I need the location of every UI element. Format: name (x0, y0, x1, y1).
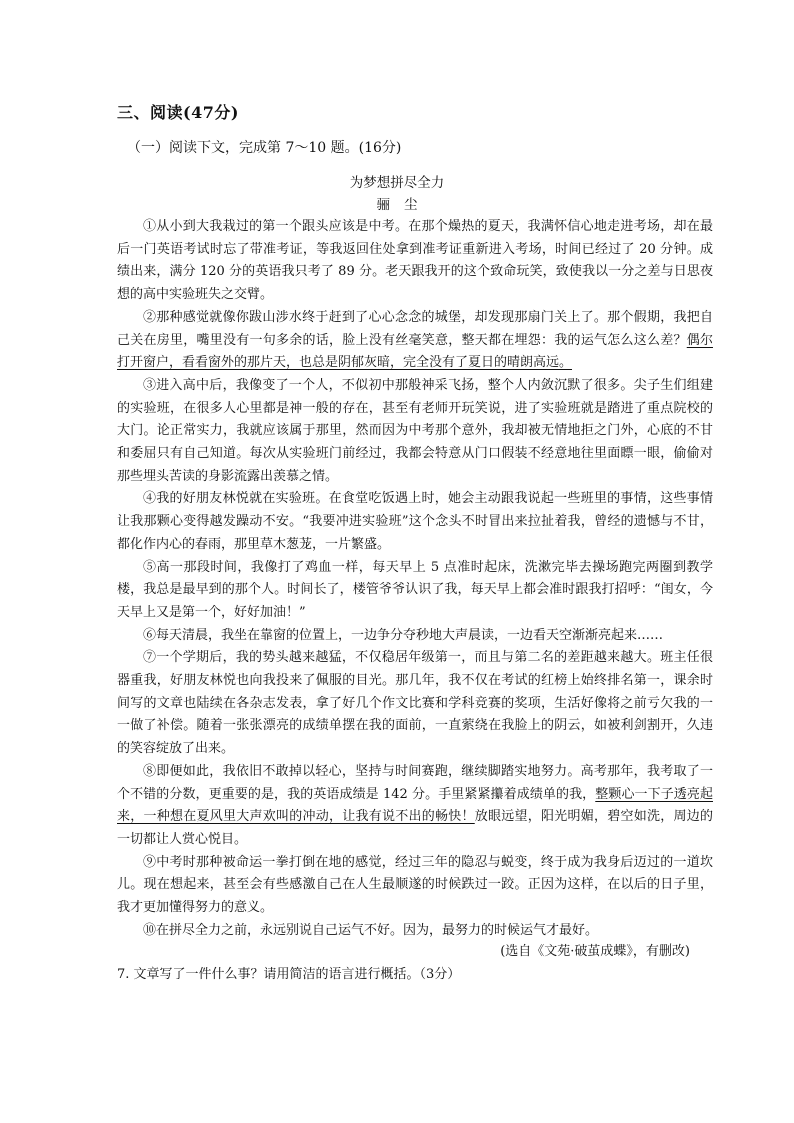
paragraph-text: ②那种感觉就像你跋山涉水终于赶到了心心念念的城堡，却发现那扇门关上了。那个假期，我把自己关在房里，嘴里没有一句多余的话，脸上没有丝毫笑意，整天都在埋怨：我的运气怎么这么差？ (117, 309, 713, 348)
paragraph-2 (117, 307, 713, 375)
question-7: 7. 文章写了一件什么事？请用简洁的语言进行概括。（3分） (117, 967, 461, 982)
paragraph-text: ③进入高中后，我像变了一个人，不似初中那般神采飞扬，整个人内敛沉默了很多。尖子生们组建的实验班，在很多人心里都是神一般的存在，甚至有老师开玩笑说，进了实验班就是踏进了重点院校的大门。论正常实力，我就应该属于那里，然而因为中考那个意外，我却被无情地拒之门外，心底的不甘和委屈只有自己知道。每次从实验班门前经过，我都会特意从门口假装不经意地往里面瞟一眼，偷偷对那些埋头苦读的身影流露出羡慕之情。 (117, 377, 713, 484)
paragraph-text: ⑩在拼尽全力之前，永远别说自己运气不好。因为，最努力的时候运气才最好。 (143, 922, 599, 938)
section-title: 三、阅读(47分) (117, 103, 239, 122)
paragraph-5 (117, 557, 713, 625)
paragraph-text: ⑥每天清晨，我坐在靠窗的位置上，一边争分夺秒地大声晨读，一边看天空渐渐亮起来…… (143, 627, 664, 643)
paragraph-6 (117, 625, 713, 648)
underlined-sentence: 整颗心一下子透亮起来，一种想在夏风里大声欢叫的冲动，让我有说不出的畅快！ (117, 786, 713, 825)
essay-author: 骊尘 (376, 197, 432, 213)
paragraph-7 (117, 647, 713, 761)
paragraph-1 (117, 216, 713, 307)
essay-title: 为梦想拼尽全力 (349, 175, 445, 191)
paragraph-text: ⑤高一那段时间，我像打了鸡血一样，每天早上 5 点准时起床，洗漱完毕去操场跑完两圈到教学楼，我总是最早到的那个人。时间长了，楼管爷爷认识了我，每天早上都会准时跟我打招呼：“闺女，今天早上又是第一个，好好加油！” (117, 559, 713, 620)
underlined-sentence: 偶尔打开窗户，看看窗外的那片天，也总是阴郁灰暗，完全没有了夏日的晴朗高远。 (117, 332, 713, 371)
paragraph-text: ⑦一个学期后，我的势头越来越猛，不仅稳居年级第一，而且与第二名的差距越来越大。班主任很器重我，好朋友林悦也向我投来了佩服的目光。那几年，我不仅在考试的红榜上始终排名第一，课余时间写的文章也陆续在各杂志发表，拿了好几个作文比赛和学科竞赛的奖项，生活好像将之前亏欠我的一一做了补偿。随着一张张漂亮的成绩单摆在我的面前，一直萦绕在我脸上的阴云，如被利剑割开，久违的笑容绽放了出来。 (117, 650, 713, 757)
paragraph-text: ⑨中考时那种被命运一拳打倒在地的感觉，经过三年的隐忍与蜕变，终于成为我身后迈过的一道坎儿。现在想起来，甚至会有些感激自己在人生最顺遂的时候跌过一跤。正因为这样，在以后的日子里，我才更加懂得努力的意义。 (117, 854, 713, 916)
paragraph-8 (117, 761, 713, 852)
part-title: （一）阅读下文，完成第 7～10 题。(16分) (127, 140, 402, 156)
paragraph-3 (117, 375, 713, 489)
paragraph-text: ①从小到大我栽过的第一个跟头应该是中考。在那个燥热的夏天，我满怀信心地走进考场，却在最后一门英语考试时忘了带准考证，等我返回住处拿到准考证重新进入考场，时间已经过了 20 分钟。成绩出来，满分 120 分的英语我只考了 89 分。老天跟我开的这个致命玩笑，致使我以一分之差与日思夜想的高中实验班失之交臂。 (117, 219, 713, 303)
paragraph-text: ④我的好朋友林悦就在实验班。在食堂吃饭遇上时，她会主动跟我说起一些班里的事情，这些事情让我那颗心变得越发躁动不安。“我要冲进实验班”这个念头不时冒出来拉扯着我，曾经的遗憾与不甘，都化作内心的春雨，那里草木葱茏，一片繁盛。 (117, 491, 713, 552)
paragraph-9 (117, 852, 713, 920)
paragraph-4 (117, 488, 713, 556)
source-citation: (选自《文苑·破茧成蝶》，有删改) (500, 944, 690, 959)
paragraph-text: 放眼远望，阳光明媚，碧空如洗，周边的一切都让人赏心悦目。 (117, 809, 713, 847)
essay-body (117, 216, 713, 943)
paragraph-text: ⑧即便如此，我依旧不敢掉以轻心，坚持与时间赛跑，继续脚踏实地努力。高考那年，我考取了一个不错的分数，更重要的是，我的英语成绩是 142 分。手里紧紧攥着成绩单的我， (117, 763, 713, 802)
